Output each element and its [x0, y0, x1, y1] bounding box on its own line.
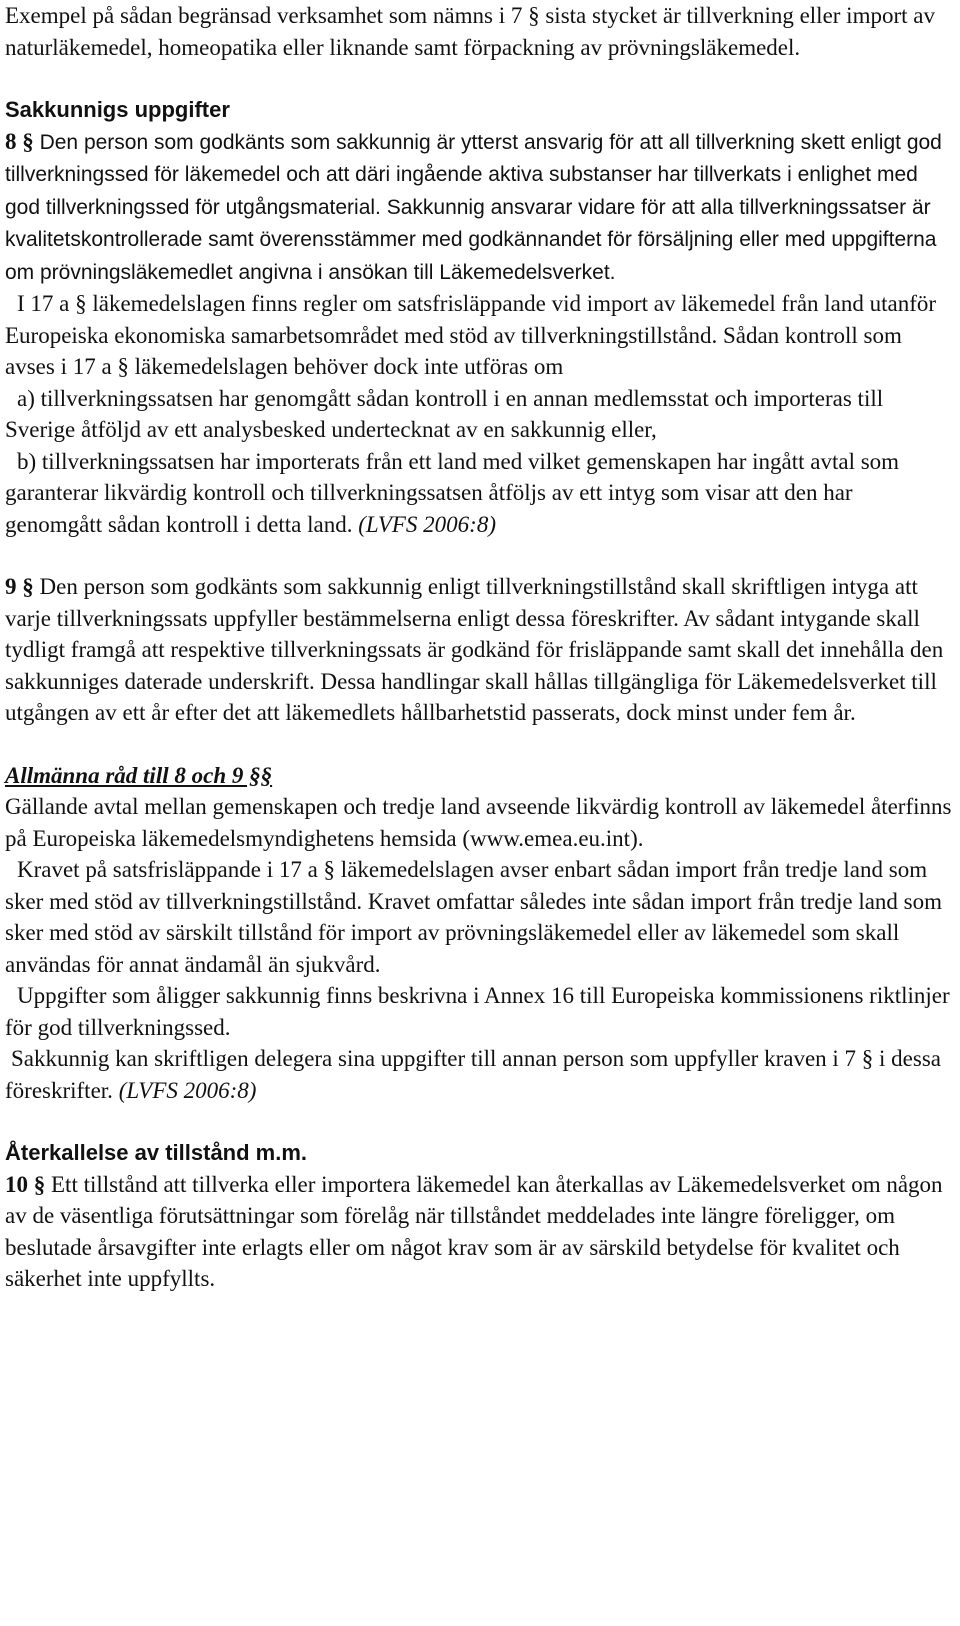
section-8-heading: Sakkunnigs uppgifter: [5, 97, 230, 122]
section-10-heading: Återkallelse av tillstånd m.m.: [5, 1140, 308, 1165]
section-8-item-b: [5, 446, 954, 541]
general-advice: [5, 760, 954, 1107]
general-advice-paragraph-2: Kravet på satsfrisläppande i 17 a § läkemedelslagen avser enbart sådan import från tredje land som sker med stöd av tillverkningstillstånd. Kravet omfattar således inte sådan import från tredje land som sker med stöd av särskilt tillstånd för import av prövningsläkemedel eller av läkemedel som skall användas för annat ändamål än sjukvård.: [5, 857, 943, 977]
general-advice-paragraph-1: Gällande avtal mellan gemenskapen och tredje land avseende likvärdig kontroll av läkemedel återfinns på Europeiska läkemedelsmyndighetens hemsida (www.emea.eu.int).: [5, 794, 952, 851]
general-advice-heading: Allmänna råd till 8 och 9 §§: [5, 762, 273, 788]
general-advice-paragraph-4-text: Sakkunnig kan skriftligen delegera sina uppgifter till annan person som uppfyller kraven i 7 § i dessa föreskrifter.: [5, 1046, 941, 1103]
general-advice-paragraph-4: [5, 1043, 954, 1106]
general-advice-paragraph-3: Uppgifter som åligger sakkunnig finns beskrivna i Annex 16 till Europeiska kommissionens riktlinjer för god tillverkningssed.: [5, 983, 950, 1040]
section-8: [5, 94, 954, 540]
section-8-import-rules: I 17 a § läkemedelslagen finns regler om satsfrisläppande vid import av läkemedel från land utanför Europeiska ekonomiska samarbetsområdet med stöd av tillverkningstillstånd. Sådan kontroll som avses i 17 a § läkemedelslagen behöver dock inte utföras om: [5, 291, 937, 379]
spacer: [5, 729, 954, 760]
section-10-paragraph: [5, 1169, 954, 1295]
spacer: [5, 540, 954, 571]
spacer: [5, 63, 954, 94]
section-8-item-b-text: b) tillverkningssatsen har importerats från ett land med vilket gemenskapen har ingått avtal som garanterar likvärdig kontroll och tillverkningssatsen åtföljs av ett intyg som visar att den har genomgått sådan kontroll i detta land.: [5, 448, 900, 537]
section-9: [5, 571, 954, 729]
section-10-text: Ett tillstånd att tillverka eller importera läkemedel kan återkallas av Läkemedelsverket om någon av de väsentliga förutsättningar som förelåg när tillståndet meddelades inte längre föreligger, om beslutade årsavgifter inte erlagts eller om något krav som är av särskild betydelse för kvalitet och säkerhet inte uppfyllts.: [5, 1171, 943, 1291]
section-9-paragraph: [5, 571, 954, 729]
section-10-number: 10 §: [5, 1171, 46, 1197]
general-advice-citation: (LVFS 2006:8): [118, 1077, 257, 1103]
intro-paragraph: Exempel på sådan begränsad verksamhet som nämns i 7 § sista stycket är tillverkning eller import av naturläkemedel, homeopatika eller liknande samt förpackning av prövningsläkemedel.: [5, 3, 935, 60]
section-8-text: Den person som godkänts som sakkunnig är ytterst ansvarig för att all tillverkning skett enligt god tillverkningssed för läkemedel och att däri ingående aktiva substanser har tillverkats i enlighet med god tillverkningssed för utgångsmaterial. Sakkunnig ansvarar vidare för att alla tillverkningssatser är kvalitetskontrollerade samt överensstämmer med godkännandet för försäljning eller med uppgifterna om prövningsläkemedlet angivna i ansökan till Läkemedelsverket.: [5, 130, 942, 284]
section-8-paragraph: [5, 126, 954, 289]
spacer: [5, 1106, 954, 1137]
section-10: [5, 1137, 954, 1295]
section-9-text: Den person som godkänts som sakkunnig enligt tillverkningstillstånd skall skriftligen intyga att varje tillverkningssats uppfyller bestämmelserna enligt dessa föreskrifter. Av sådant intygande skall tydligt framgå att respektive tillverkningssats är godkänd för frisläppande samt skall det innehålla den sakkunniges daterade underskrift. Dessa handlingar skall hållas tillgängliga för Läkemedelsverket till utgången av ett år efter det att läkemedlets hållbarhetstid passerats, dock minst under fem år.: [5, 574, 944, 725]
section-8-item-a: a) tillverkningssatsen har genomgått sådan kontroll i en annan medlemsstat och importeras till Sverige åtföljd av ett analysbesked undertecknat av en sakkunnig eller,: [5, 385, 884, 442]
section-8-number: 8 §: [5, 128, 34, 154]
section-8-citation: (LVFS 2006:8): [358, 511, 496, 537]
section-9-number: 9 §: [5, 574, 34, 599]
